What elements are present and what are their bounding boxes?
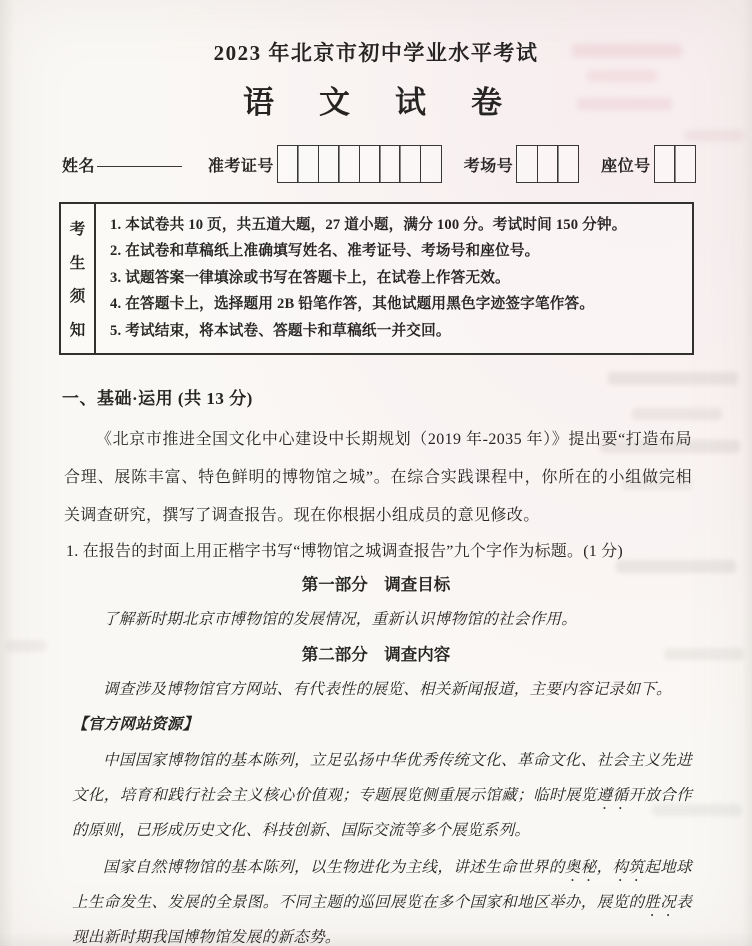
name-label: 姓名 [62, 157, 96, 175]
website-resources-label: 【官方网站资源】 [72, 716, 199, 734]
question-1: 1. 在报告的封面上用正楷字书写“博物馆之城调查报告”九个字作为标题。(1 分) [66, 543, 623, 561]
notice-side-char: 知 [69, 322, 86, 340]
text-segment: ， [596, 859, 613, 877]
notice-side-label [61, 204, 96, 353]
notice-side-char: 须 [69, 288, 86, 306]
survey-goal-text: 了解新时期北京市博物馆的发展情况，重新认识博物馆的社会作用。 [103, 611, 578, 629]
text-segment: 国家自然博物馆的基本陈列，以生物进化为主线，讲述生命世界的 [103, 859, 565, 877]
text-segment: 中国国家博物馆的基本陈列，立足弘扬中华优秀传统文化、革命文化、社会主义先进文化，培育和践行社会主义核心价值观；专题展览侧重展示馆藏；临时展览 [72, 752, 692, 805]
scan-artifact [608, 372, 738, 385]
exam-room-box[interactable] [537, 145, 559, 183]
scan-artifact [587, 70, 657, 82]
candidate-info-bar [62, 144, 696, 184]
exam-room-label: 考场号 [463, 157, 514, 175]
notice-item: 2. 在试卷和草稿纸上准确填写姓名、准考证号、考场号和座位号。 [110, 243, 540, 260]
emphasized-text: 奥秘 [564, 859, 597, 877]
scan-artifact [684, 130, 744, 141]
notice-item: 5. 考试结束，将本试卷、答题卡和草稿纸一并交回。 [110, 322, 451, 339]
exam-title: 2023 年北京市初中学业水平考试 [213, 41, 539, 65]
exam-room-boxes[interactable] [516, 145, 579, 183]
seat-number-box[interactable] [654, 145, 676, 183]
emphasized-text: 构筑 [612, 859, 645, 877]
part-1-heading: 第一部分 调查目标 [301, 575, 451, 595]
notice-items [96, 204, 692, 353]
examinee-notice-box [59, 202, 694, 355]
nature-museum-paragraph [72, 850, 692, 946]
name-field[interactable] [97, 165, 182, 167]
exam-room-box[interactable] [516, 145, 538, 183]
notice-side-char: 考 [69, 221, 86, 238]
notice-side-char: 生 [69, 254, 86, 272]
ticket-number-box[interactable] [338, 145, 360, 183]
ticket-number-box[interactable] [379, 145, 401, 183]
emphasized-text: 胜况 [644, 894, 677, 912]
notice-item: 4. 在答题卡上，选择题用 2B 铅笔作答，其他试题用黑色字迹签字笔作答。 [110, 296, 595, 313]
text-segment: 开放合作的原则，已形成历史文化、科技创新、国际交流等多个展览系列。 [72, 787, 692, 840]
ticket-number-box[interactable] [277, 145, 299, 183]
national-museum-paragraph [72, 743, 692, 848]
ticket-number-label: 准考证号 [207, 157, 274, 175]
ticket-number-boxes[interactable] [277, 145, 442, 183]
ticket-number-box[interactable] [399, 145, 421, 183]
seat-number-boxes[interactable] [654, 145, 696, 183]
notice-item: 3. 试题答案一律填涂或书写在答题卡上，在试卷上作答无效。 [110, 269, 510, 286]
notice-item: 1. 本试卷共 10 页，共五道大题，27 道小题，满分 100 分。考试时间 150 分钟。 [110, 217, 627, 233]
ticket-number-box[interactable] [359, 145, 381, 183]
text-segment: 表现出新时期我国博物馆发展的新态势。 [72, 894, 692, 946]
section-1-heading: 一、基础·运用 (共 13 分) [62, 389, 253, 409]
seat-number-box[interactable] [674, 145, 696, 183]
ticket-number-box[interactable] [318, 145, 340, 183]
emphasized-text: 遵循 [596, 787, 629, 805]
subject-title: 语 文 试 卷 [243, 85, 509, 120]
part-2-heading: 第二部分 调查内容 [301, 645, 451, 665]
seat-number-label: 座位号 [601, 157, 651, 175]
text-segment: 起地球上生命发生、发展的全景图。不同主题的巡回展览在多个国家和地区举办，展览的 [72, 859, 692, 912]
ticket-number-box[interactable] [420, 145, 442, 183]
survey-content-intro: 调查涉及博物馆官方网站、有代表性的展览、相关新闻报道，主要内容记录如下。 [103, 681, 672, 699]
section-intro-paragraph: 《北京市推进全国文化中心建设中长期规划（2019 年-2035 年）》提出要“打造布局合理、展陈丰富、特色鲜明的博物馆之城”。在综合实践课程中，你所在的小组做完相关调查研究，撰写了调查报告。现在你根据小组成员的意见修改。 [64, 431, 692, 525]
ticket-number-box[interactable] [297, 145, 319, 183]
exam-room-box[interactable] [557, 145, 579, 183]
